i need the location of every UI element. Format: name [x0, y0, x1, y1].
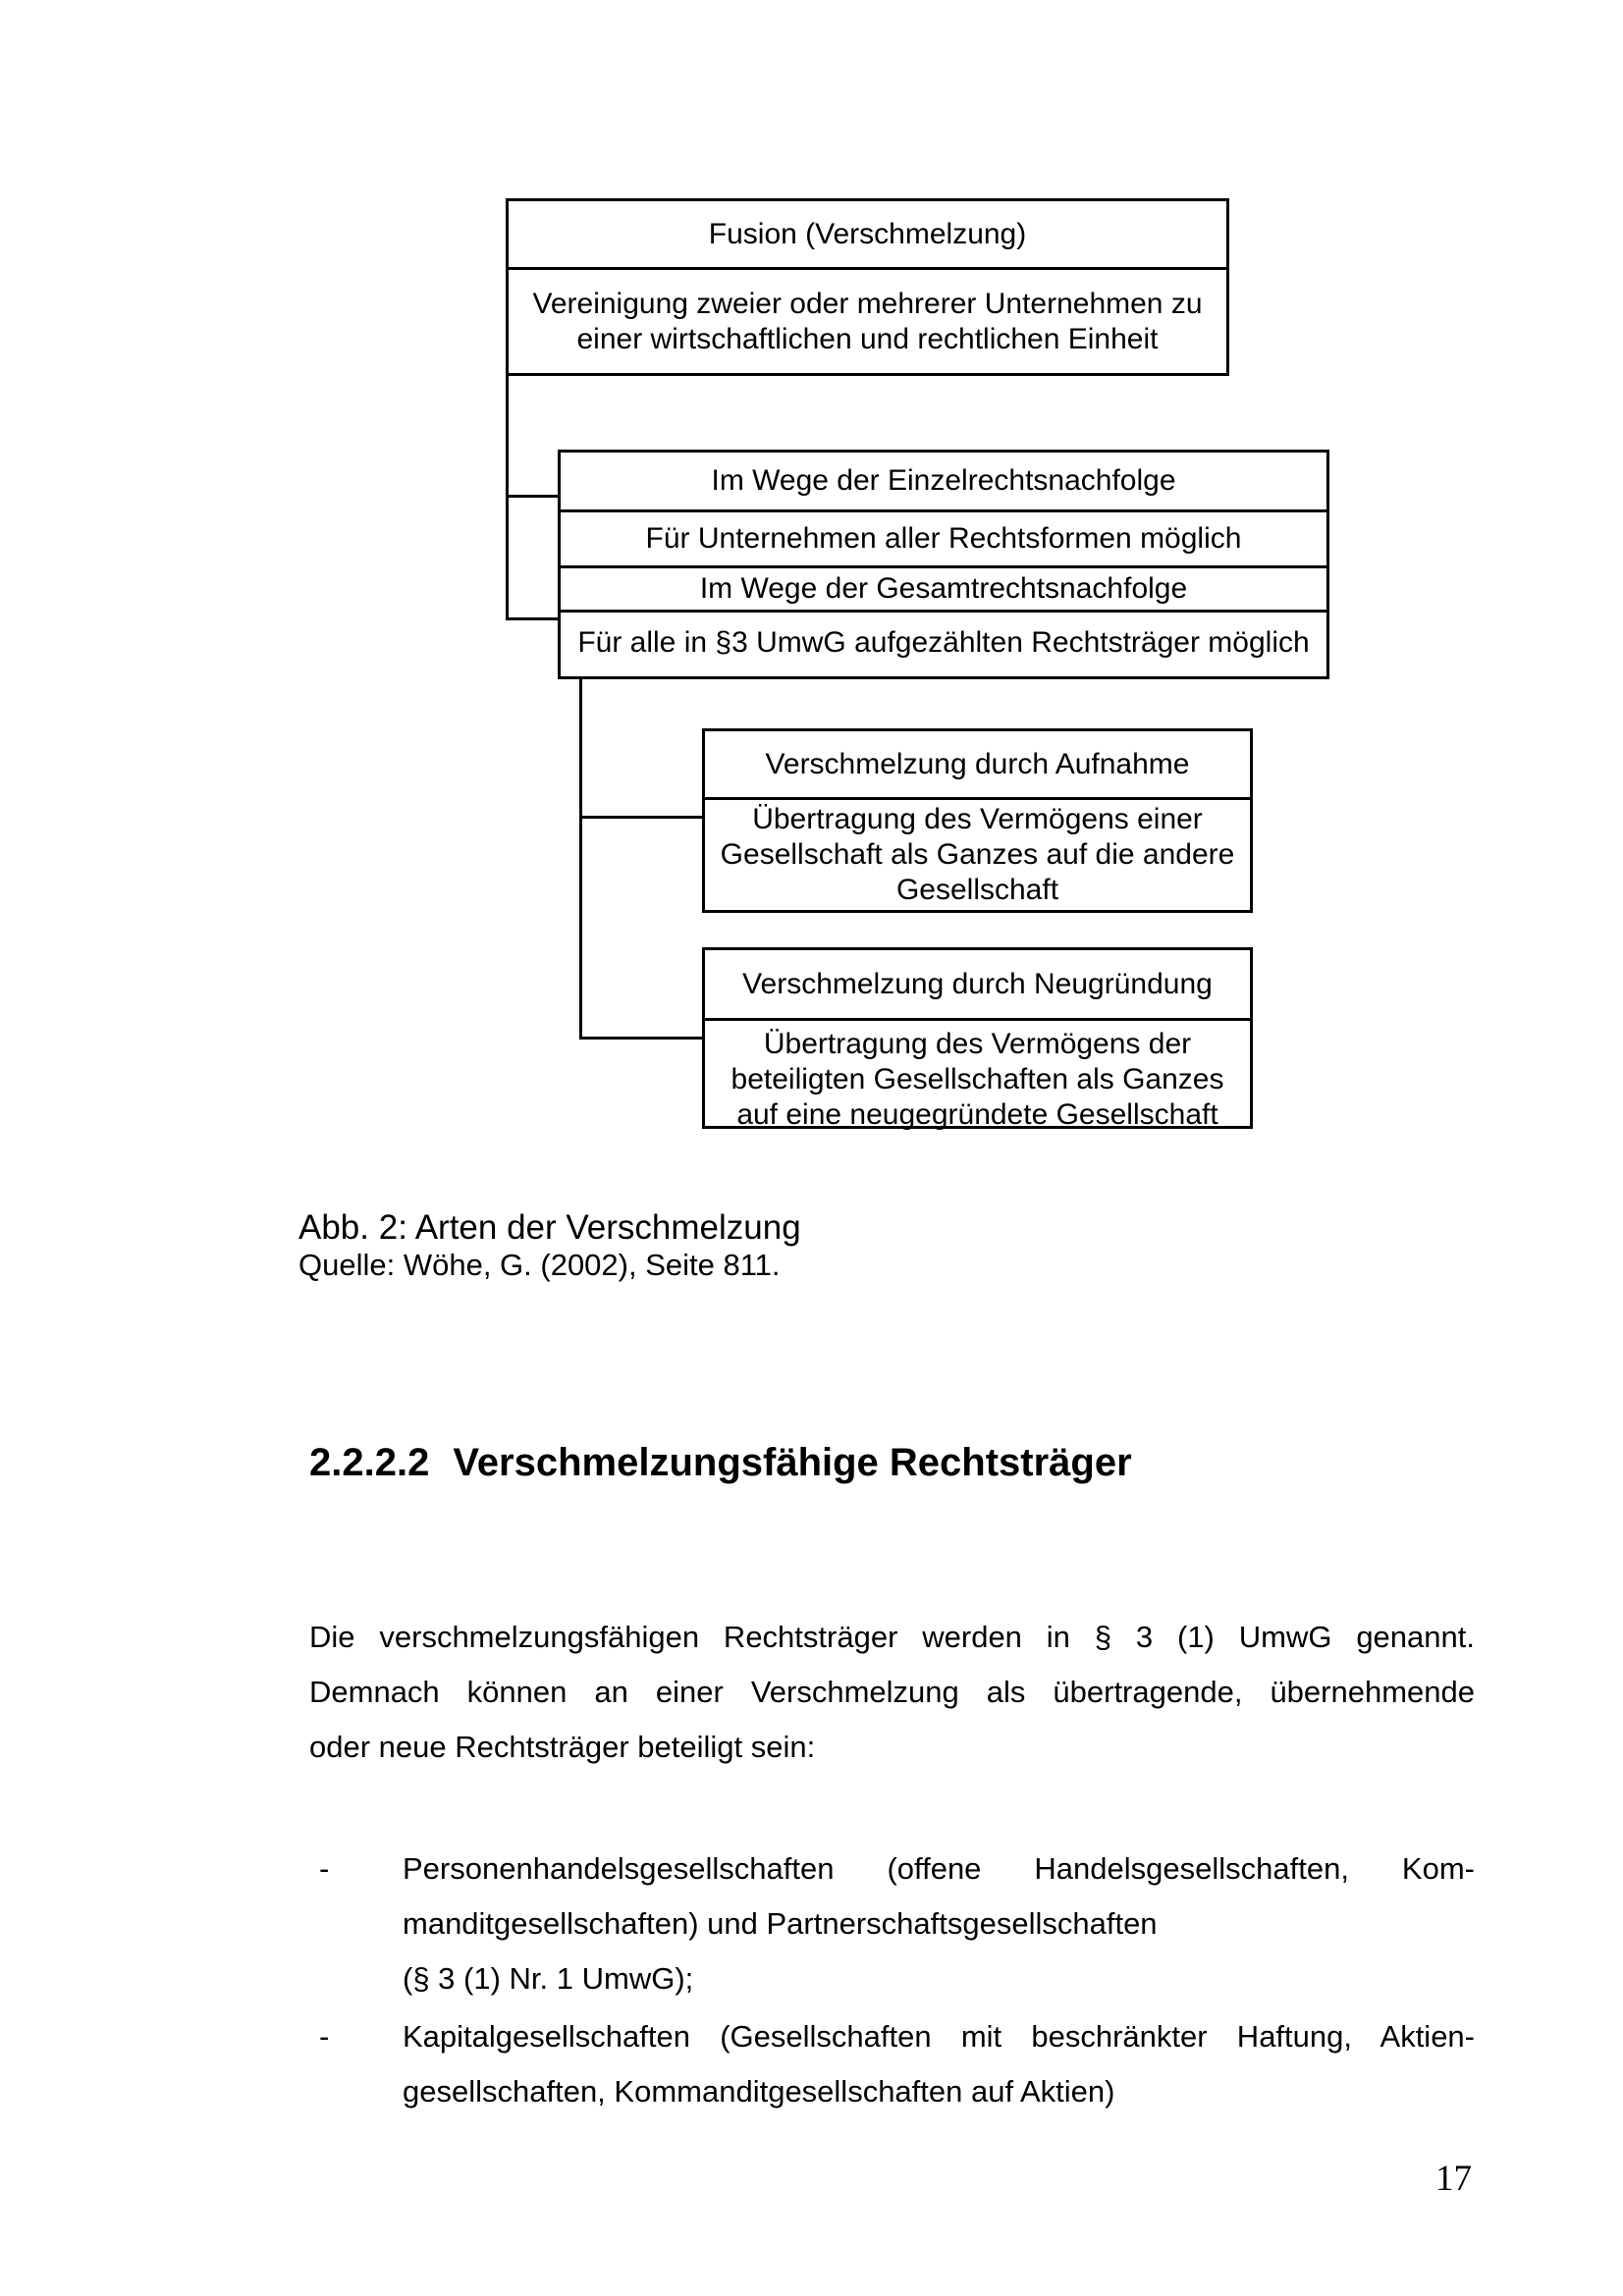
neugruendung-description: Übertragung des Vermögens der beteiligten Gesellschaften als Ganzes auf eine neugegründete Gesellschaft: [730, 1028, 1224, 1131]
paragraph-line: Demnach können an einer Verschmelzung als übertragende, übernehmende: [309, 1675, 1475, 1709]
fusion-title: Fusion (Verschmelzung): [509, 201, 1226, 270]
list-item-marker: -: [319, 2019, 330, 2054]
list-item-line: Kapitalgesellschaften (Gesellschaften mit beschränkter Haftung, Aktien-: [403, 2019, 1475, 2054]
paragraph-line: Die verschmelzungsfähigen Rechtsträger werden in § 3 (1) UmwG genannt.: [309, 1620, 1475, 1654]
list-item-line: Personenhandelsgesellschaften (offene Handelsgesellschaften, Kom-: [403, 1851, 1475, 1886]
succession-row: Für alle in §3 UmwG aufgezählten Rechtsträger möglich: [577, 626, 1310, 659]
section-title: Verschmelzungsfähige Rechtsträger: [453, 1441, 1132, 1484]
section-heading: [309, 1441, 1132, 1485]
figure-caption-source: Quelle: Wöhe, G. (2002), Seite 811.: [298, 1248, 781, 1282]
figure-caption: Abb. 2: Arten der Verschmelzung: [298, 1208, 801, 1247]
aufnahme-title: Verschmelzung durch Aufnahme: [705, 731, 1250, 800]
list-item-line: (§ 3 (1) Nr. 1 UmwG);: [403, 1961, 694, 1996]
aufnahme-box: [702, 728, 1253, 913]
section-number: 2.2.2.2: [309, 1441, 430, 1484]
connector-line: [506, 376, 509, 620]
list-item-line: gesellschaften, Kommanditgesellschaften auf Aktien): [403, 2074, 1115, 2109]
succession-row: Für Unternehmen aller Rechtsformen möglich: [561, 512, 1326, 568]
paragraph-line: oder neue Rechtsträger beteiligt sein:: [309, 1730, 816, 1764]
succession-box: [558, 450, 1329, 679]
fusion-box: [506, 198, 1229, 376]
succession-row: Im Wege der Einzelrechtsnachfolge: [561, 453, 1326, 512]
fusion-subtitle: Vereinigung zweier oder mehrerer Unternehmen zu einer wirtschaftlichen und rechtlichen Einheit: [532, 287, 1203, 355]
succession-row: Im Wege der Gesamtrechtsnachfolge: [561, 568, 1326, 613]
page-number: 17: [1435, 2159, 1472, 2199]
list-item-marker: -: [319, 1851, 330, 1886]
connector-line: [579, 679, 582, 1040]
connector-line: [506, 617, 561, 620]
aufnahme-description: Übertragung des Vermögens einer Gesellschaft als Ganzes auf die andere Gesellschaft: [720, 803, 1235, 906]
list-item-line: manditgesellschaften) und Partnerschaftsgesellschaften: [403, 1906, 1158, 1941]
connector-line: [506, 495, 561, 498]
neugruendung-title: Verschmelzung durch Neugründung: [705, 950, 1250, 1021]
connector-line: [579, 1037, 705, 1040]
connector-line: [579, 816, 705, 819]
neugruendung-box: [702, 947, 1253, 1129]
